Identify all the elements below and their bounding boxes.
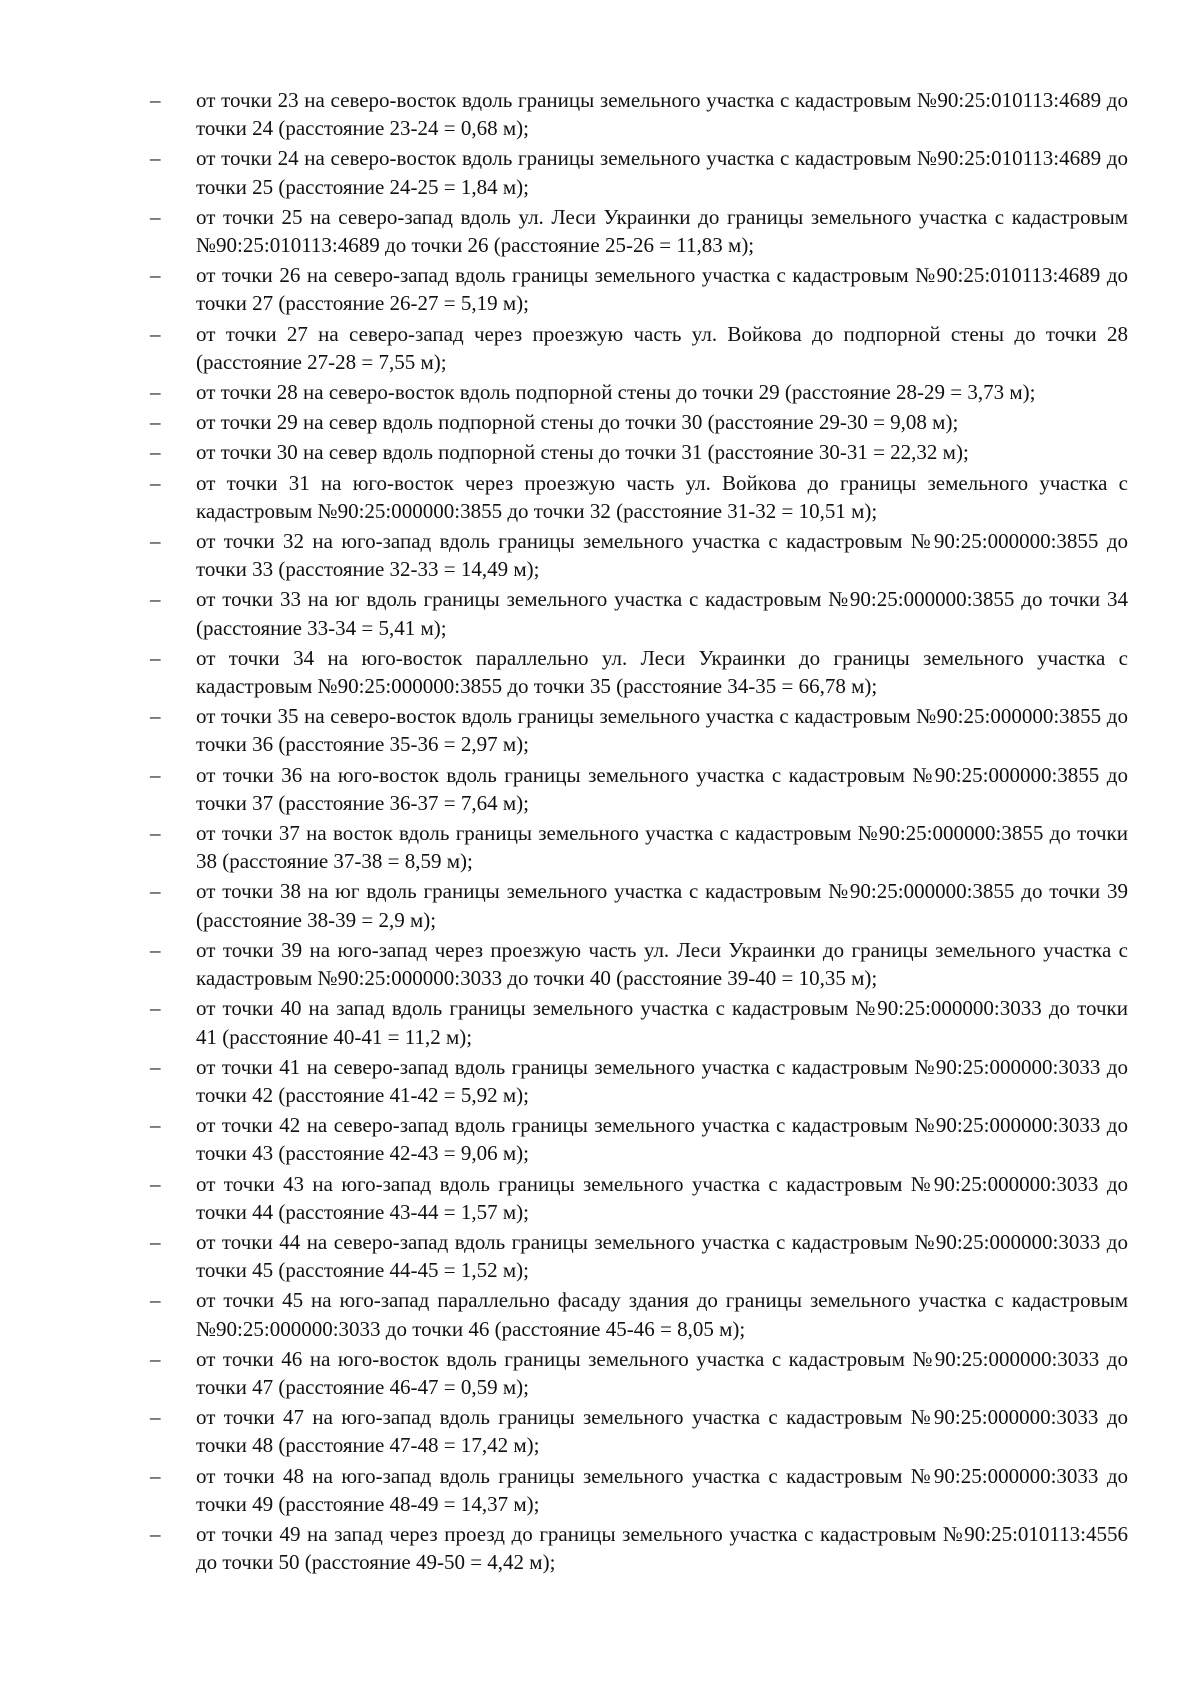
list-item xyxy=(150,1345,1128,1401)
list-item-text: от точки 47 на юго-запад вдоль границы земельного участка с кадастровым №90:25:000000:3033 до точки 48 (расстояние 47-48 = 17,42 м); xyxy=(196,1405,1128,1458)
list-item-text: от точки 43 на юго-запад вдоль границы земельного участка с кадастровым №90:25:000000:3033 до точки 44 (расстояние 43-44 = 1,57 м); xyxy=(196,1171,1128,1224)
list-bullet-dash: – xyxy=(150,996,161,1021)
list-item-text: от точки 26 на северо-запад вдоль границы земельного участка с кадастровым №90:25:010113:4689 до точки 27 (расстояние 26-27 = 5,19 м); xyxy=(196,263,1128,316)
list-item-text: от точки 37 на восток вдоль границы земельного участка с кадастровым №90:25:000000:3855 до точки 38 (расстояние 37-38 = 8,59 м); xyxy=(196,821,1128,874)
list-bullet-dash: – xyxy=(150,204,161,229)
list-item xyxy=(150,527,1128,583)
list-item xyxy=(150,438,1128,466)
list-item xyxy=(150,261,1128,317)
list-bullet-dash: – xyxy=(150,1229,161,1254)
list-item-text: от точки 40 на запад вдоль границы земельного участка с кадастровым №90:25:000000:3033 до точки 41 (расстояние 40-41 = 11,2 м); xyxy=(196,996,1128,1049)
list-item xyxy=(150,702,1128,758)
list-bullet-dash: – xyxy=(150,1113,161,1138)
list-bullet-dash: – xyxy=(150,1463,161,1488)
list-item xyxy=(150,1520,1128,1576)
list-bullet-dash: – xyxy=(150,263,161,288)
list-bullet-dash: – xyxy=(150,1521,161,1546)
list-item-text: от точки 29 на север вдоль подпорной стены до точки 30 (расстояние 29-30 = 9,08 м); xyxy=(196,410,959,435)
list-item-text: от точки 23 на северо-восток вдоль границы земельного участка с кадастровым №90:25:010113:4689 до точки 24 (расстояние 23-24 = 0,68 м); xyxy=(196,88,1128,141)
list-bullet-dash: – xyxy=(150,762,161,787)
list-item xyxy=(150,86,1128,142)
list-item-text: от точки 45 на юго-запад параллельно фасаду здания до границы земельного участка с кадастровым №90:25:000000:3033 до точки 46 (расстояние 45-46 = 8,05 м); xyxy=(196,1288,1128,1341)
list-bullet-dash: – xyxy=(150,1288,161,1313)
list-bullet-dash: – xyxy=(150,645,161,670)
list-item xyxy=(150,936,1128,992)
list-item xyxy=(150,761,1128,817)
list-item-text: от точки 24 на северо-восток вдоль границы земельного участка с кадастровым №90:25:010113:4689 до точки 25 (расстояние 24-25 = 1,84 м); xyxy=(196,146,1128,199)
list-item-text: от точки 46 на юго-восток вдоль границы земельного участка с кадастровым №90:25:000000:3033 до точки 47 (расстояние 46-47 = 0,59 м); xyxy=(196,1346,1128,1399)
list-item-text: от точки 48 на юго-запад вдоль границы земельного участка с кадастровым №90:25:000000:3033 до точки 49 (расстояние 48-49 = 14,37 м); xyxy=(196,1463,1128,1516)
list-item-text: от точки 42 на северо-запад вдоль границы земельного участка с кадастровым №90:25:000000:3033 до точки 43 (расстояние 42-43 = 9,06 м); xyxy=(196,1113,1128,1166)
list-bullet-dash: – xyxy=(150,1171,161,1196)
list-item xyxy=(150,469,1128,525)
list-item xyxy=(150,994,1128,1050)
boundary-description-list xyxy=(150,86,1128,1578)
list-item-text: от точки 35 на северо-восток вдоль границы земельного участка с кадастровым №90:25:000000:3855 до точки 36 (расстояние 35-36 = 2,97 м); xyxy=(196,704,1128,757)
list-bullet-dash: – xyxy=(150,1054,161,1079)
list-item-text: от точки 39 на юго-запад через проезжую часть ул. Леси Украинки до границы земельного участка с кадастровым №90:25:000000:3033 до точки 40 (расстояние 39-40 = 10,35 м); xyxy=(196,937,1128,991)
list-item xyxy=(150,320,1128,376)
list-item xyxy=(150,819,1128,875)
list-bullet-dash: – xyxy=(150,1405,161,1430)
list-bullet-dash: – xyxy=(150,321,161,346)
list-item-text: от точки 25 на северо-запад вдоль ул. Леси Украинки до границы земельного участка с кадастровым №90:25:010113:4689 до точки 26 (расстояние 25-26 = 11,83 м); xyxy=(196,204,1128,258)
list-bullet-dash: – xyxy=(150,380,161,405)
list-item-text: от точки 28 на северо-восток вдоль подпорной стены до точки 29 (расстояние 28-29 = 3,73 м); xyxy=(196,380,1036,405)
list-item xyxy=(150,1170,1128,1226)
list-item xyxy=(150,378,1128,406)
list-item xyxy=(150,1286,1128,1342)
list-bullet-dash: – xyxy=(150,146,161,171)
list-item-text: от точки 44 на северо-запад вдоль границы земельного участка с кадастровым №90:25:000000:3033 до точки 45 (расстояние 44-45 = 1,52 м); xyxy=(196,1229,1128,1283)
list-item-text: от точки 49 на запад через проезд до границы земельного участка с кадастровым №90:25:010113:4556 до точки 50 (расстояние 49-50 = 4,42 м); xyxy=(196,1521,1128,1575)
list-item-text: от точки 34 на юго-восток параллельно ул. Леси Украинки до границы земельного участка с кадастровым №90:25:000000:3855 до точки 35 (расстояние 34-35 = 66,78 м); xyxy=(196,645,1128,699)
list-bullet-dash: – xyxy=(150,704,161,729)
list-bullet-dash: – xyxy=(150,440,161,465)
list-item xyxy=(150,203,1128,259)
list-item xyxy=(150,1111,1128,1167)
list-item-text: от точки 38 на юг вдоль границы земельного участка с кадастровым №90:25:000000:3855 до точки 39 (расстояние 38-39 = 2,9 м); xyxy=(196,879,1128,932)
list-bullet-dash: – xyxy=(150,937,161,962)
list-bullet-dash: – xyxy=(150,88,161,112)
list-item xyxy=(150,585,1128,641)
list-bullet-dash: – xyxy=(150,470,161,495)
list-item xyxy=(150,144,1128,200)
list-item-text: от точки 27 на северо-запад через проезжую часть ул. Войкова до подпорной стены до точки 28 (расстояние 27-28 = 7,55 м); xyxy=(196,321,1128,374)
list-item xyxy=(150,1228,1128,1284)
list-bullet-dash: – xyxy=(150,410,161,435)
list-bullet-dash: – xyxy=(150,529,161,554)
list-item xyxy=(150,408,1128,436)
list-item-text: от точки 33 на юг вдоль границы земельного участка с кадастровым №90:25:000000:3855 до точки 34 (расстояние 33-34 = 5,41 м); xyxy=(196,587,1128,640)
list-item xyxy=(150,644,1128,700)
list-bullet-dash: – xyxy=(150,879,161,904)
list-item xyxy=(150,1053,1128,1109)
list-bullet-dash: – xyxy=(150,587,161,612)
list-bullet-dash: – xyxy=(150,1346,161,1371)
list-item-text: от точки 30 на север вдоль подпорной стены до точки 31 (расстояние 30-31 = 22,32 м); xyxy=(196,440,969,465)
list-item-text: от точки 32 на юго-запад вдоль границы земельного участка с кадастровым №90:25:000000:3855 до точки 33 (расстояние 32-33 = 14,49 м); xyxy=(196,529,1128,582)
list-item-text: от точки 31 на юго-восток через проезжую часть ул. Войкова до границы земельного участка с кадастровым №90:25:000000:3855 до точки 32 (расстояние 31-32 = 10,51 м); xyxy=(196,470,1128,523)
list-item-text: от точки 41 на северо-запад вдоль границы земельного участка с кадастровым №90:25:000000:3033 до точки 42 (расстояние 41-42 = 5,92 м); xyxy=(196,1054,1128,1107)
list-bullet-dash: – xyxy=(150,821,161,846)
list-item xyxy=(150,1403,1128,1459)
list-item xyxy=(150,877,1128,933)
list-item-text: от точки 36 на юго-восток вдоль границы земельного участка с кадастровым №90:25:000000:3855 до точки 37 (расстояние 36-37 = 7,64 м); xyxy=(196,762,1128,815)
list-item xyxy=(150,1462,1128,1518)
